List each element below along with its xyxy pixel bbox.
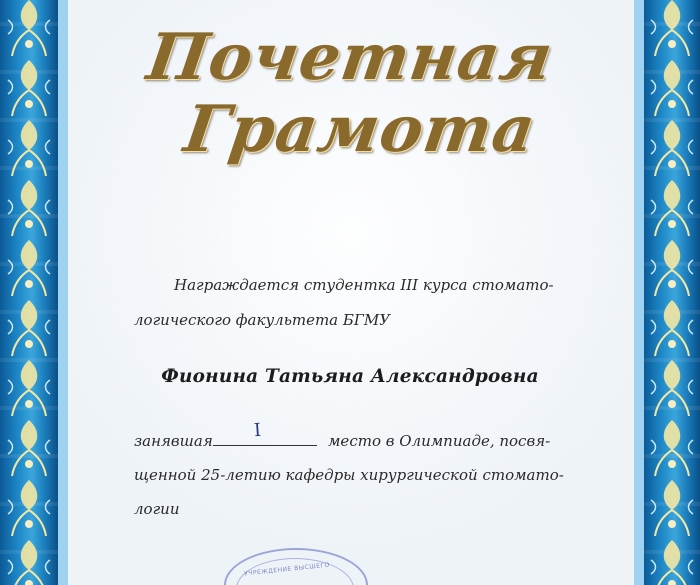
place-blank-line bbox=[213, 427, 317, 446]
place-value: I bbox=[253, 419, 262, 442]
right-ornament-pattern bbox=[644, 0, 700, 585]
stamp-text: УЧРЕЖДЕНИЕ ВЫСШЕГО bbox=[243, 561, 331, 578]
award-text-line2: логического факультета БГМУ bbox=[134, 311, 391, 329]
recipient-name: Фионина Татьяна Александровна bbox=[161, 366, 539, 387]
place-prefix: занявшая bbox=[134, 432, 213, 450]
place-suffix: место в Олимпиаде, посвя- bbox=[328, 432, 551, 450]
award-text-line1: Награждается студентка III курса стомато- bbox=[174, 276, 554, 294]
dedication-line2: логии bbox=[134, 500, 180, 518]
certificate-title-line2: Грамота bbox=[179, 92, 541, 167]
certificate-title-line1: Почетная bbox=[142, 20, 558, 95]
dedication-line1: щенной 25-летию кафедры хирургической стомато- bbox=[134, 466, 564, 484]
left-ornament-pattern bbox=[0, 0, 58, 585]
